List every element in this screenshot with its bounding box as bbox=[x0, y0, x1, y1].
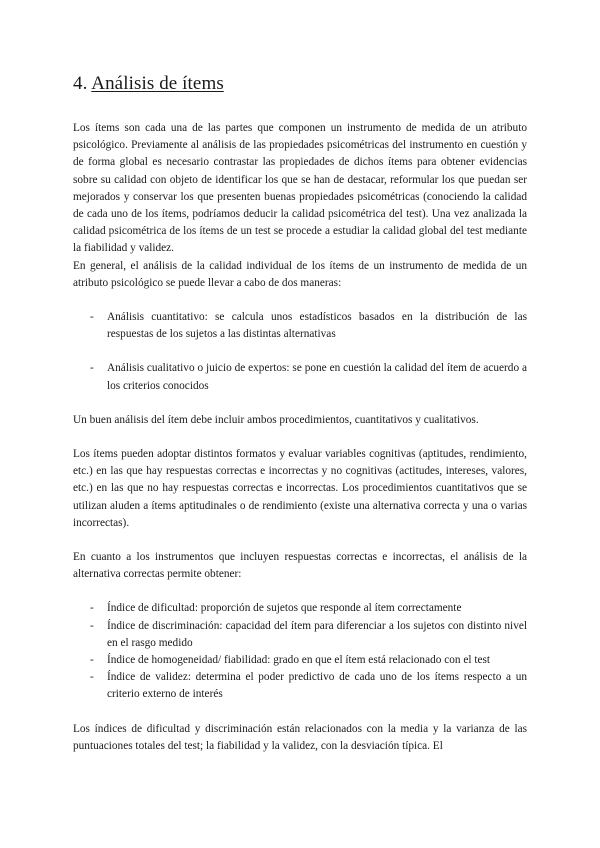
section-title: Análisis de ítems bbox=[91, 73, 224, 94]
list-item: - Índice de dificultad: proporción de sujetos que responde al ítem correctamente bbox=[73, 600, 527, 617]
list-item: - Análisis cuantitativo: se calcula unos estadísticos basados en la distribución de las respuestas de los sujetos a las distintas alternativas bbox=[90, 311, 527, 341]
bullet-dash: - bbox=[90, 602, 94, 615]
list-item: - Análisis cualitativo o juicio de expertos: se pone en cuestión la calidad del ítem de acuerdo a los criterios conocidos bbox=[90, 362, 527, 392]
paragraph-methods-intro: En general, el análisis de la calidad individual de los ítems de un instrumento de medida de un atributo psicológico se puede llevar a cabo de dos maneras: bbox=[73, 259, 527, 289]
list-item: - Índice de validez: determina el poder predictivo de cada uno de los ítems respecto a un criterio externo de interés bbox=[90, 671, 527, 701]
paragraph-intro: Los ítems son cada una de las partes que componen un instrumento de medida de un atributo psicológico. Previamente al análisis de las propiedades psicométricas del instrumento en cuestión y de forma global es necesario contrastar las propiedades de dichos ítems para obtener evidencias sobre su calidad con objeto de identificar los que se han de destacar, reformular los que puedan ser mejorados y conservar los que presenten buenas propiedades psicométricas (conociendo la calidad de cada uno de los ítems, podríamos deducir la calidad psicométrica del test). Una vez analizada la calidad psicométrica de los ítems de un test se procede a estudiar la calidad global del test mediante la fiabilidad y validez. bbox=[73, 122, 527, 255]
bullet-dash: - bbox=[90, 619, 94, 632]
bullet-dash: - bbox=[90, 362, 94, 375]
document-body bbox=[73, 120, 527, 755]
bullet-dash: - bbox=[90, 311, 94, 324]
methods-list bbox=[73, 309, 527, 395]
section-number: 4. bbox=[73, 73, 88, 94]
bullet-dash: - bbox=[90, 654, 94, 667]
list-item: - Índice de discriminación: capacidad del ítem para diferenciar a los sujetos con distinto nivel en el rasgo medido bbox=[90, 619, 527, 649]
paragraph-item-formats: Los ítems pueden adoptar distintos formatos y evaluar variables cognitivas (aptitudes, rendimiento, etc.) en las que hay respuestas correctas e incorrectas y no cognitivas (actitudes, intereses, valores, etc.) en las que no hay respuestas correctas e incorrectas. Los procedimientos cuantitativos que se utilizan aluden a ítems aptitudinales o de rendimiento (existe una alternativa correcta y una o varias incorrectas). bbox=[73, 448, 527, 529]
list-item: - Índice de homogeneidad/ fiabilidad: grado en que el ítem está relacionado con el test bbox=[73, 652, 527, 669]
indices-list bbox=[73, 600, 527, 703]
paragraph-indices-intro: En cuanto a los instrumentos que incluyen respuestas correctas e incorrectas, el análisis de la alternativa correctas permite obtener: bbox=[73, 551, 527, 581]
paragraph-clip bbox=[73, 721, 527, 755]
paragraph-both-procedures: Un buen análisis del ítem debe incluir ambos procedimientos, cuantitativos y cualitativos. bbox=[73, 413, 479, 426]
bullet-dash: - bbox=[90, 671, 94, 684]
section-heading bbox=[73, 73, 224, 95]
paragraph-indices-relations: Los índices de dificultad y discriminación están relacionados con la media y la varianza de las puntuaciones totales del test; la fiabilidad y la validez, con la desviación típica. El bbox=[73, 722, 527, 752]
